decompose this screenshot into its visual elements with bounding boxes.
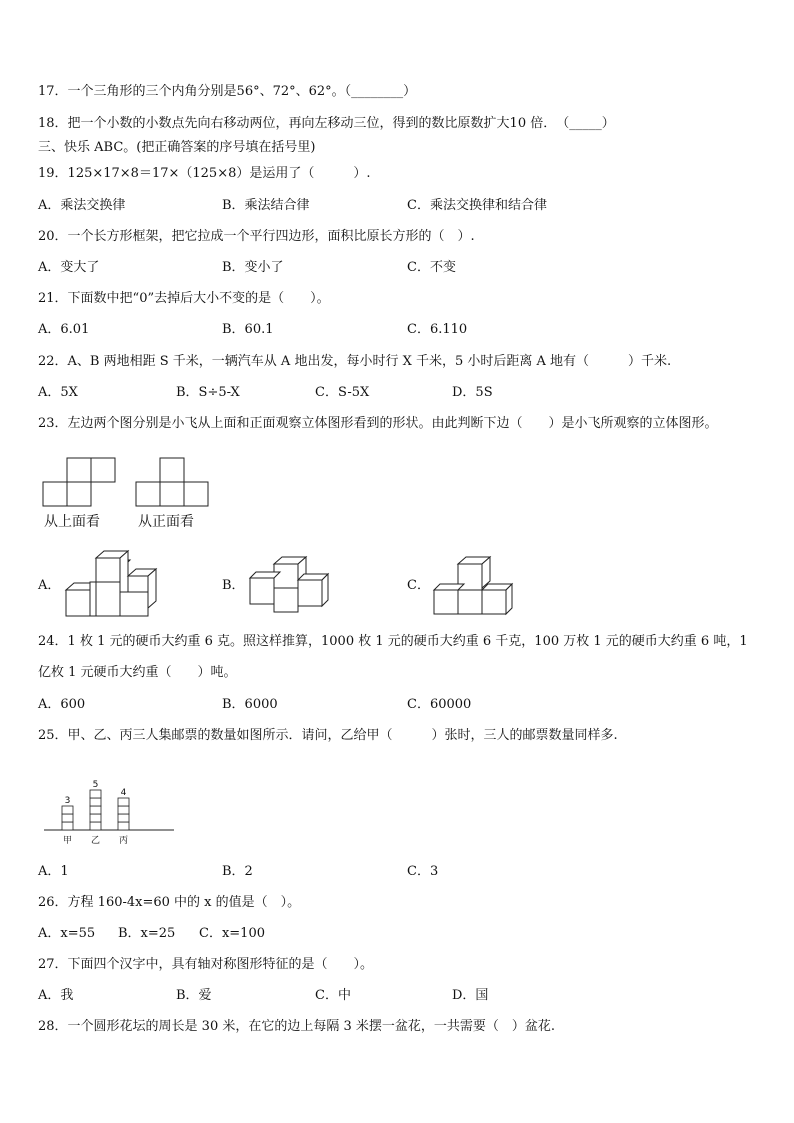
q22-option-d: D．5S (452, 385, 493, 400)
top-view-cell (43, 482, 67, 506)
question-27-stem: 27．下面四个汉字中，具有轴对称图形特征的是（ ）。 (38, 957, 374, 972)
q27-option-a: A．我 (38, 988, 74, 1003)
bar-segment-甲 (62, 822, 73, 830)
question-20-stem: 20．一个长方形框架，把它拉成一个平行四边形，面积比原长方形的（ ）. (38, 229, 475, 244)
q22-option-b: B．S÷5-X (176, 385, 240, 400)
top-view-figure (42, 457, 122, 509)
q27-option-b: B．爱 (176, 988, 212, 1003)
q26-option-c: C．x=100 (199, 926, 265, 941)
front-view-cell (136, 482, 160, 506)
q23-option-c-label: C． (407, 578, 430, 593)
q23-option-c-cubes (430, 556, 520, 620)
question-18: 18．把一个小数的小数点先向右移动两位，再向左移动三位，得到的数比原数扩大10 倍． （_____） (38, 116, 615, 131)
question-23-stem: 23．左边两个图分别是小飞从上面和正面观察立体图形看到的形状。由此判断下边（ ）是小飞所观察的立体图形。 (38, 416, 718, 431)
q20-option-c: C．不变 (407, 260, 456, 275)
question-22-stem: 22．A、B 两地相距 S 千米，一辆汽车从 A 地出发，每小时行 X 千米，5 小时后距离 A 地有（ ）千米. (38, 354, 672, 369)
top-view-cell (67, 482, 91, 506)
q19-option-b: B．乘法结合律 (222, 198, 310, 213)
bar-segment-乙 (90, 790, 101, 798)
q22-option-c: C．S-5X (315, 385, 370, 400)
bar-value-label: 3 (64, 796, 71, 806)
q27-option-d: D．国 (452, 988, 489, 1003)
q21-option-a: A．6.01 (38, 322, 90, 337)
question-17: 17．一个三角形的三个内角分别是56°、72°、62°。（________） (38, 84, 417, 99)
q24-option-a: A．600 (38, 697, 86, 712)
question-24-stem-line2: 亿枚 1 元硬币大约重（ ）吨。 (38, 665, 237, 680)
bar-segment-甲 (62, 814, 73, 822)
bar-segment-丙 (118, 814, 129, 822)
bar-segment-丙 (118, 822, 129, 830)
top-view-cell (67, 458, 91, 482)
q24-option-b: B．6000 (222, 697, 278, 712)
section-3-heading: 三、快乐 ABC。(把正确答案的序号填在括号里) (38, 140, 316, 155)
q26-option-b: B．x=25 (118, 926, 176, 941)
bar-segment-乙 (90, 798, 101, 806)
q19-option-a: A．乘法交换律 (38, 198, 126, 213)
bar-segment-乙 (90, 822, 101, 830)
q23-option-b-label: B． (222, 578, 245, 593)
question-26-stem: 26．方程 160-4x=60 中的 x 的值是（ ）。 (38, 895, 301, 910)
question-25-stem: 25．甲、乙、丙三人集邮票的数量如图所示．请问，乙给甲（ ）张时，三人的邮票数量同样多. (38, 728, 618, 743)
bar-category-label: 甲 (62, 836, 73, 846)
q20-option-a: A．变大了 (38, 260, 100, 275)
bar-segment-乙 (90, 814, 101, 822)
q22-option-a: A．5X (38, 385, 78, 400)
q21-option-b: B．60.1 (222, 322, 274, 337)
q26-option-a: A．x=55 (38, 926, 96, 941)
q25-option-b: B．2 (222, 864, 253, 879)
bar-segment-甲 (62, 806, 73, 814)
q20-option-b: B．变小了 (222, 260, 284, 275)
bar-segment-丙 (118, 806, 129, 814)
q23-option-a-cubes (60, 548, 160, 620)
bar-category-label: 丙 (118, 836, 129, 846)
front-view-cell (160, 482, 184, 506)
q19-option-c: C．乘法交换律和结合律 (407, 198, 547, 213)
stamp-count-chart (40, 755, 180, 850)
q24-option-c: C．60000 (407, 697, 472, 712)
question-28: 28．一个圆形花坛的周长是 30 米，在它的边上每隔 3 米摆一盆花，一共需要（ ）盆花. (38, 1019, 556, 1034)
front-view-cell (160, 458, 184, 482)
front-view-cell (184, 482, 208, 506)
q27-option-c: C．中 (315, 988, 351, 1003)
bar-segment-乙 (90, 806, 101, 814)
question-19-stem: 19．125×17×8＝17×（125×8）是运用了（ ）. (38, 166, 371, 181)
q23-option-b-cubes (246, 556, 336, 616)
question-24-stem-line1: 24．1 枚 1 元的硬币大约重 6 克。照这样推算，1000 枚 1 元的硬币大约重 6 千克，100 万枚 1 元的硬币大约重 6 吨，1 (38, 634, 748, 649)
question-21-stem: 21．下面数中把“0”去掉后大小不变的是（ ）。 (38, 291, 330, 306)
caption-top-view: 从上面看 (44, 514, 100, 530)
bar-value-label: 4 (120, 788, 127, 798)
bar-value-label: 5 (92, 780, 99, 790)
q21-option-c: C．6.110 (407, 322, 468, 337)
top-view-cell (91, 458, 115, 482)
bar-category-label: 乙 (90, 836, 101, 846)
front-view-figure (135, 457, 215, 509)
q23-option-a-label: A． (38, 578, 61, 593)
q25-option-a: A．1 (38, 864, 69, 879)
caption-front-view: 从正面看 (138, 514, 194, 530)
q25-option-c: C．3 (407, 864, 439, 879)
bar-segment-丙 (118, 798, 129, 806)
